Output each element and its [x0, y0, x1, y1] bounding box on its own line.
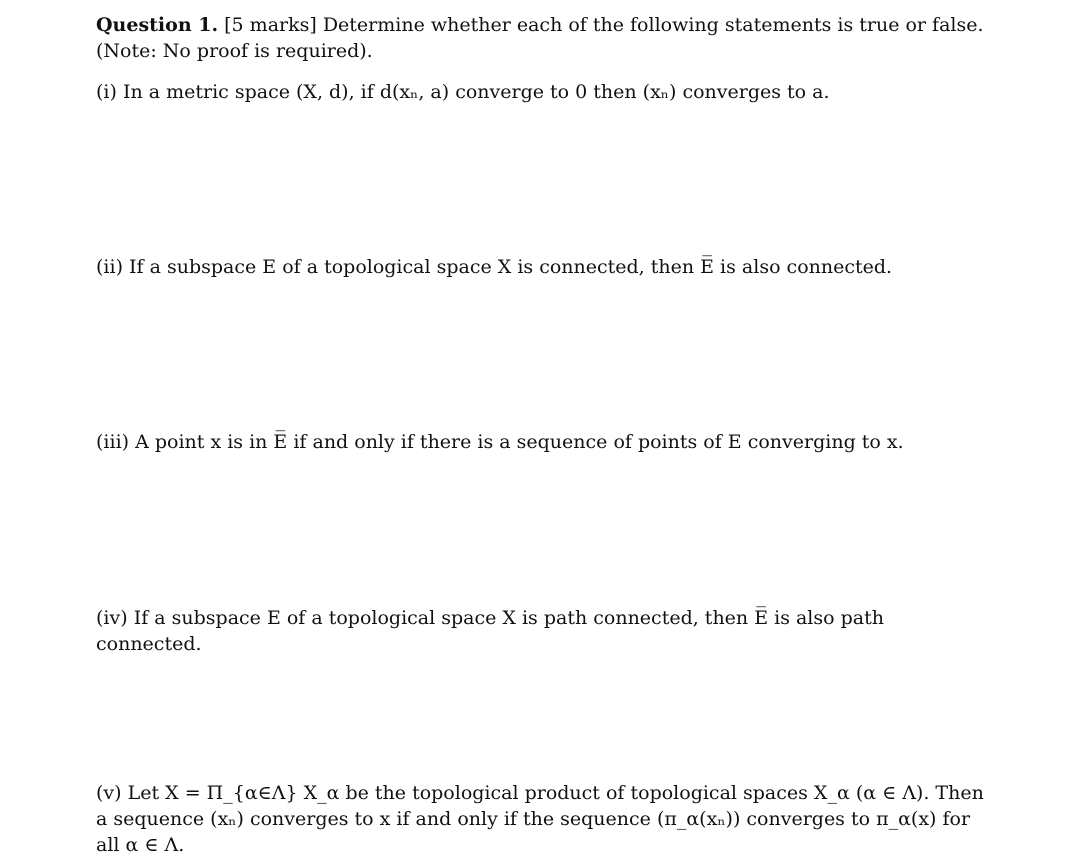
statement-text: A point x is in E̅ if and only if there is a sequence of points of E converging to x. — [135, 431, 904, 453]
statement-label: (iii) — [96, 431, 130, 453]
question-heading: Question 1. — [96, 14, 219, 36]
statement-i — [96, 79, 984, 105]
statement-text: If a subspace E of a topological space X is connected, then E̅ is also connected. — [129, 256, 893, 278]
question-header — [96, 12, 984, 64]
statement-label: (iv) — [96, 607, 128, 629]
question-intro: [5 marks] Determine whether each of the following statements is true or false. (Note: No proof is required). — [96, 14, 984, 62]
statement-label: (ii) — [96, 256, 123, 278]
statement-text: In a metric space (X, d), if d(xₙ, a) converge to 0 then (xₙ) converges to a. — [122, 81, 830, 103]
statement-v — [96, 780, 984, 858]
statement-iv — [96, 605, 984, 657]
statement-text: Let X = Π_{α∈Λ} X_α be the topological product of topological spaces X_α (α ∈ Λ). Then a sequence (xₙ) converges to x if and only if the sequence (π_α(xₙ)) converges to π_α(x) for all α ∈ Λ. — [96, 782, 984, 856]
statement-label: (v) — [96, 782, 122, 804]
statement-ii — [96, 254, 984, 280]
statement-text: If a subspace E of a topological space X is path connected, then E̅ is also path connected. — [96, 607, 884, 655]
statement-label: (i) — [96, 81, 117, 103]
statement-iii — [96, 429, 984, 455]
